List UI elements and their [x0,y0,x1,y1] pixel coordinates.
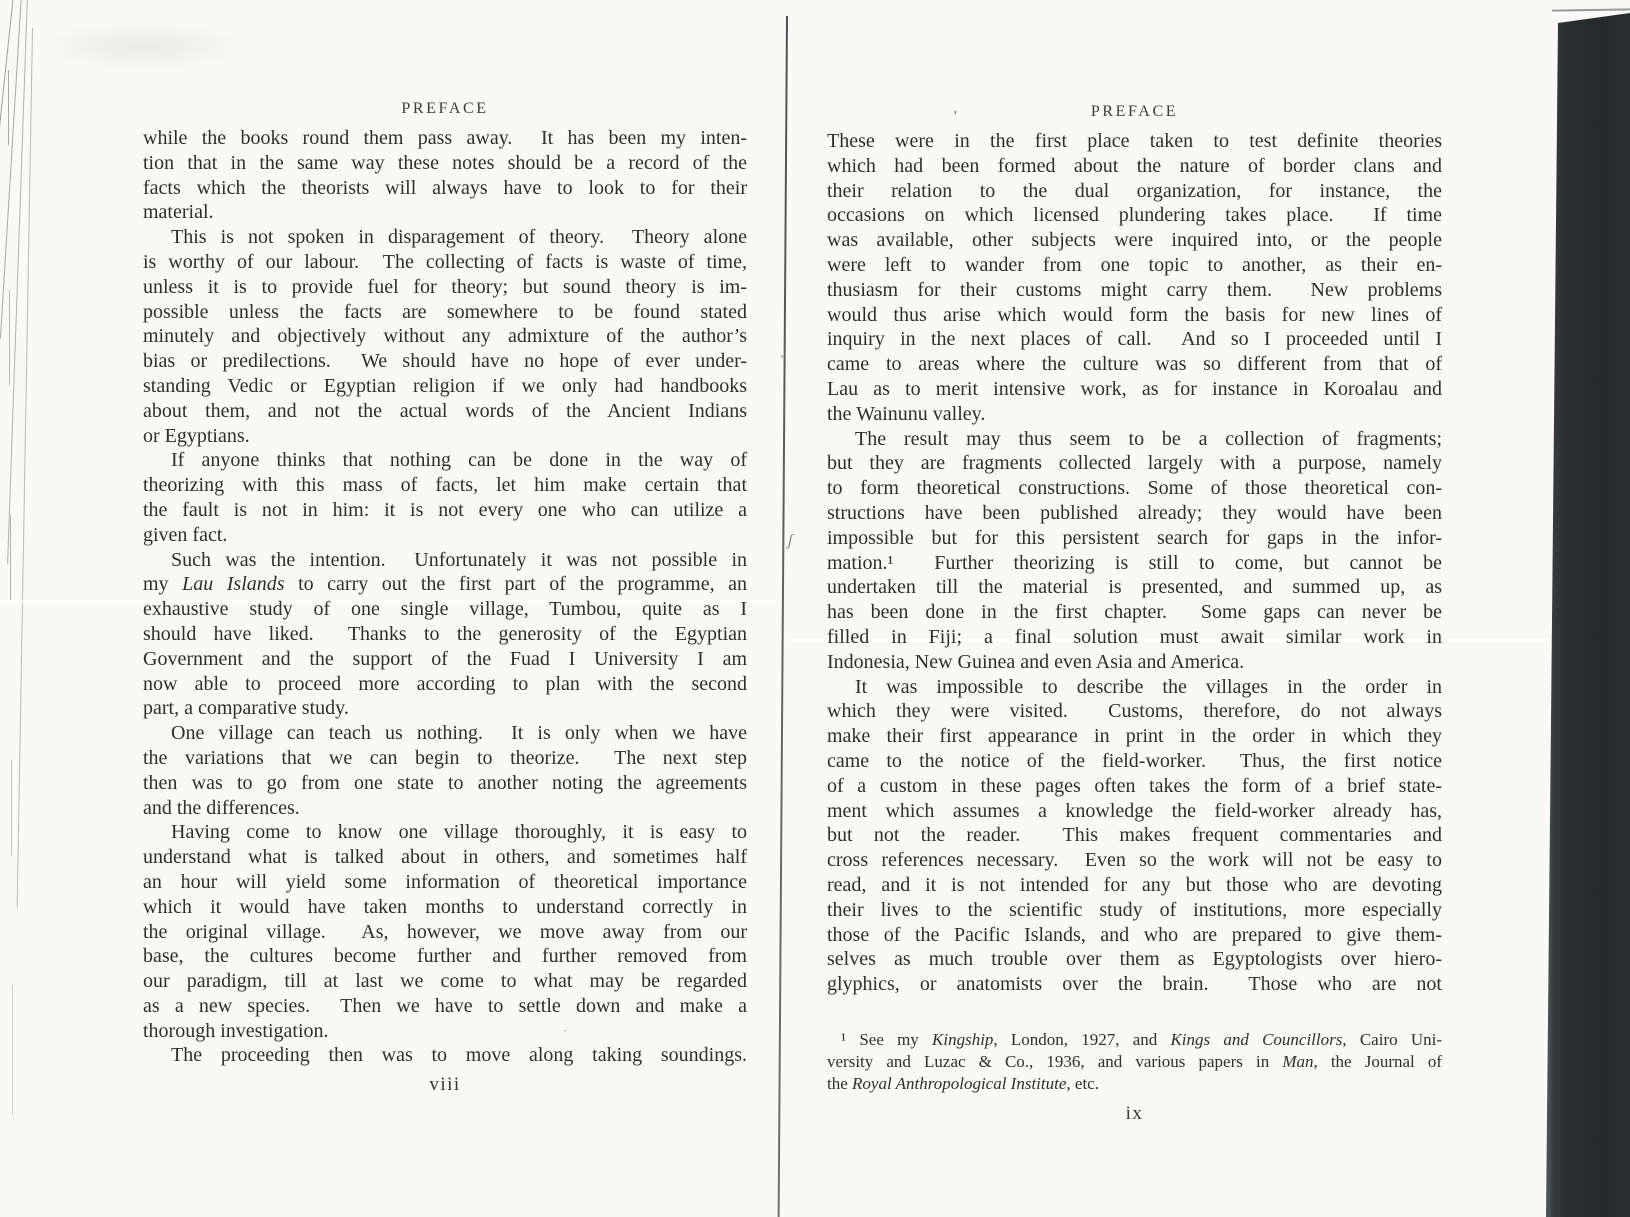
page-number-right: ix [1125,1102,1144,1124]
stray-mark: ʃ [788,532,793,549]
text-line: The proceeding then was to move along taking soundings. [171,1044,747,1067]
text-line: standing Vedic or Egyptian religion if we only had handbooks [143,374,747,397]
text-line: impossible but for this persistent search for gaps in the infor- [827,526,1442,549]
text-line: would thus arise which would form the basis for new lines of [827,303,1442,326]
text-line: make their first appearance in print in the order in which they [827,725,1442,748]
page-right [827,102,1442,1125]
text-line: mation.¹ Further theorizing is still to come, but cannot be [827,551,1442,574]
text-line: This is not spoken in disparagement of theory. Theory alone [171,226,747,249]
text-line: the Wainunu valley. [827,402,986,425]
text-line: which had been formed about the nature of border clans and [827,154,1442,177]
text-line: then was to go from one state to another noting the agreements [143,771,747,794]
text-line: and the differences. [143,796,300,819]
text-line: my Lau Islands to carry out the first part of the programme, an [143,573,747,596]
text-line: came to areas where the culture was so different from that of [827,353,1442,376]
text-line: undertaken till the material is presented, and summed up, as [827,576,1442,599]
text-line: were left to wander from one topic to another, as their en- [827,253,1442,276]
text-line: or Egyptians. [143,424,250,447]
text-line: the variations that we can begin to theorize. The next step [143,746,747,769]
text-line: bias or predilections. We should have no hope of ever under- [143,350,747,373]
text-line: an hour will yield some information of theoretical importance [143,870,747,893]
page-edge-hairline [10,515,11,600]
text-line: occasions on which licensed plundering takes place. If time [827,204,1442,227]
scan-edge-shadow [1552,8,1630,11]
running-head-left: PREFACE [401,100,489,117]
text-line: It was impossible to describe the villages in the order in [855,675,1442,698]
text-line: These were in the first place taken to test definite theories [827,130,1442,152]
text-line: The result may thus seem to be a collection of fragments; [855,427,1442,450]
page-edge-hairline [8,70,9,145]
text-line: of a custom in these pages often takes the form of a brief state- [827,774,1442,797]
text-line: should have liked. Thanks to the generosity of the Egyptian [143,622,747,645]
text-line: is worthy of our labour. The collecting of facts is waste of time, [143,250,747,273]
page-body-left [143,126,747,1068]
text-line: ment which assumes a knowledge the field-worker already has, [827,799,1442,822]
text-line: Lau as to merit intensive work, as for instance in Koroalau and [827,377,1442,400]
page-body-right [827,129,1442,997]
text-line: part, a comparative study. [143,697,349,720]
text-line: our paradigm, till at last we come to what may be regarded [143,970,747,993]
text-line: Having come to know one village thoroughly, it is easy to [171,821,747,844]
text-line: the fault is not in him: it is not every one who can utilize a [143,498,747,521]
text-line: One village can teach us nothing. It is only when we have [171,722,747,745]
text-line: base, the cultures become further and further removed from [143,945,747,968]
text-line: has been done in the first chapter. Some gaps can never be [827,601,1442,624]
text-line: the Royal Anthropological Institute, etc. [827,1073,1099,1093]
page-edge-hairline [17,28,33,908]
book-spine-band [1543,0,1630,1217]
text-line: exhaustive study of one single village, Tumbou, quite as I [143,598,747,621]
text-line: structions have been published already; they would have been [827,501,1442,524]
text-line: their relation to the dual organization, for instance, the [827,179,1442,202]
text-line: their lives to the scientific study of institutions, more especially [827,898,1442,921]
text-line: possible unless the facts are somewhere to be found stated [143,300,747,323]
page-gutter-line [778,16,788,1217]
text-line: which they were visited. Customs, therefore, do not always [827,700,1442,723]
text-line: Government and the support of the Fuad I University I am [143,647,747,670]
scan-smudge [38,22,248,70]
text-line: given fact. [143,523,228,546]
text-line: cross references necessary. Even so the work will not be easy to [827,849,1442,872]
stray-mark: · [563,1023,568,1038]
text-line: the original village. As, however, we move away from our [143,920,747,943]
text-line: those of the Pacific Islands, and who are prepared to give them- [827,923,1442,946]
text-line: while the books round them pass away. It has been my inten- [143,127,747,149]
text-line: versity and Luzac & Co., 1936, and various papers in Man, the Journal of [827,1051,1442,1071]
text-line: which it would have taken months to understand correctly in [143,895,747,918]
page-edge-hairline [0,0,22,338]
text-line: thorough investigation. [143,1019,329,1042]
text-line: If anyone thinks that nothing can be done in the way of [171,449,747,472]
text-line: to form theoretical constructions. Some of those theoretical con- [827,477,1442,500]
page-number-left: viii [429,1074,461,1096]
text-line: material. [143,201,214,224]
page-edge-hairline [9,290,10,385]
text-line: came to the notice of the field-worker. Thus, the first notice [827,749,1442,772]
page-edge-hairline [11,760,12,855]
text-line: theorizing with this mass of facts, let him make certain that [143,474,747,497]
text-line: but not the reader. This makes frequent commentaries and [827,824,1442,847]
text-line: ¹ See my Kingship, London, 1927, and Kings and Councillors, Cairo Uni- [841,1029,1442,1049]
page-edge-hairline [12,985,13,1115]
text-line: filled in Fiji; a final solution must await similar work in [827,625,1442,648]
text-line: facts which the theorists will always have to look to for their [143,176,747,199]
page-edge-hairline [0,0,14,188]
text-line: thusiasm for their customs might carry them. New problems [827,278,1442,301]
text-line: but they are fragments collected largely with a purpose, namely [827,452,1442,475]
text-line: Indonesia, New Guinea and even Asia and America. [827,650,1245,673]
stray-mark: ’ [780,352,784,366]
text-line: about them, and not the actual words of the Ancient Indians [143,399,747,422]
footnote [827,1029,1442,1095]
page-left [143,99,747,1096]
text-line: selves as much trouble over them as Egyptologists over hiero- [827,948,1442,971]
text-line: read, and it is not intended for any but those who are devoting [827,873,1442,896]
text-line: was available, other subjects were inquired into, or the people [827,229,1442,252]
text-line: as a new species. Then we have to settle down and make a [143,994,747,1017]
text-line: minutely and objectively without any admixture of the author’s [143,325,747,348]
text-line: glyphics, or anatomists over the brain. Those who are not [827,973,1442,996]
running-head-right: PREFACE [1090,103,1179,120]
text-line: inquiry in the next places of call. And so I proceeded until I [827,328,1442,351]
stray-mark: ’ [953,109,958,124]
text-line: tion that in the same way these notes should be a record of the [143,151,747,174]
text-line: Such was the intention. Unfortunately it was not possible in [171,548,747,571]
text-line: understand what is talked about in others, and sometimes half [143,846,747,869]
text-line: unless it is to provide fuel for theory; but sound theory is im- [143,275,747,298]
text-line: now able to proceed more according to plan with the second [143,672,747,695]
